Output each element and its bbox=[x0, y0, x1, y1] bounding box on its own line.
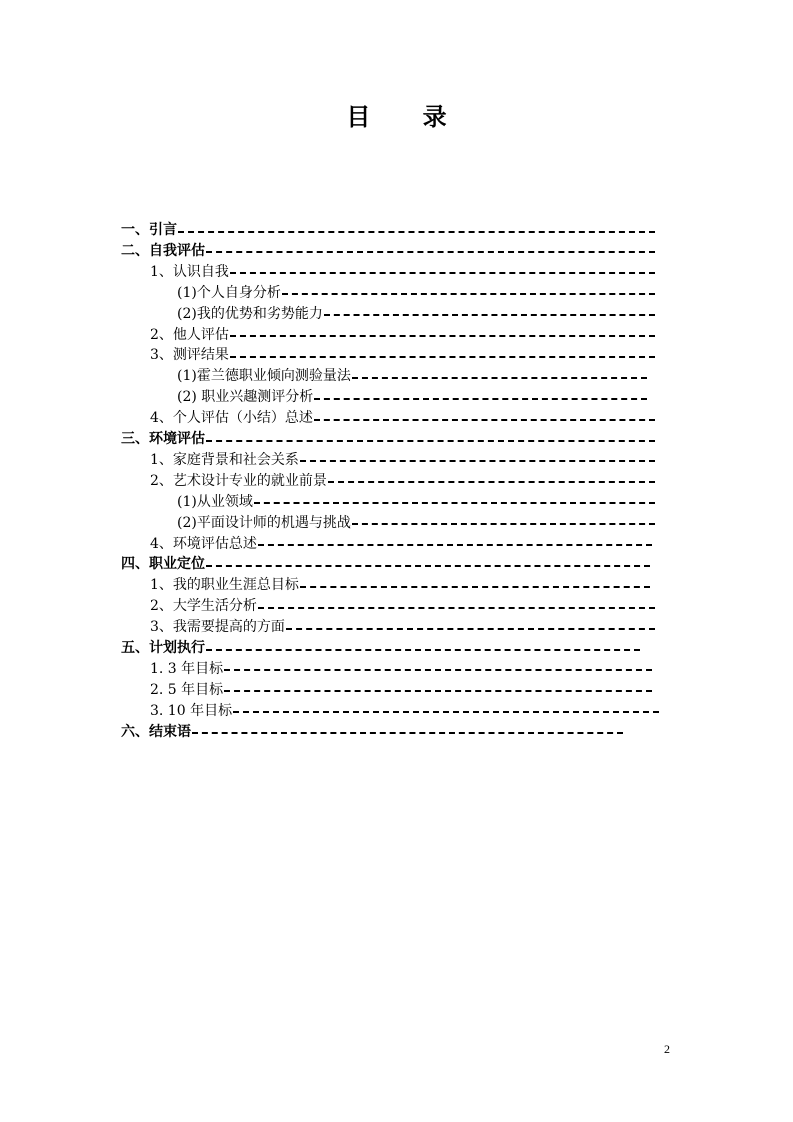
dot-leader bbox=[286, 628, 655, 630]
toc-entry[interactable] bbox=[121, 638, 640, 659]
toc-entry[interactable] bbox=[121, 429, 655, 450]
dot-leader bbox=[224, 690, 652, 692]
toc-entry[interactable] bbox=[150, 450, 655, 471]
dot-leader bbox=[206, 565, 650, 567]
toc-entry[interactable] bbox=[150, 701, 659, 722]
dot-leader bbox=[300, 460, 655, 462]
toc-entry-label: 四、职业定位 bbox=[121, 556, 205, 573]
toc-entry[interactable] bbox=[150, 325, 655, 346]
toc-entry-label: 2、大学生活分析 bbox=[150, 598, 257, 615]
toc-entry[interactable] bbox=[177, 283, 655, 304]
toc-entry[interactable] bbox=[150, 345, 655, 366]
toc-entry-label: 2. 5 年目标 bbox=[150, 681, 224, 698]
dot-leader bbox=[258, 544, 652, 546]
toc-entry-label: 2、他人评估 bbox=[150, 326, 229, 343]
dot-leader bbox=[352, 523, 655, 525]
dot-leader bbox=[324, 314, 655, 316]
toc-entry[interactable] bbox=[150, 471, 655, 492]
dot-leader bbox=[206, 649, 640, 651]
toc-entry[interactable] bbox=[150, 408, 655, 429]
dot-leader bbox=[352, 377, 647, 379]
dot-leader bbox=[224, 669, 652, 671]
toc-entry[interactable] bbox=[121, 722, 623, 743]
toc-entry[interactable] bbox=[150, 680, 652, 701]
toc-entry[interactable] bbox=[177, 366, 647, 387]
toc-entry[interactable] bbox=[177, 513, 655, 534]
toc-entry-label: 4、环境评估总述 bbox=[150, 535, 257, 552]
toc-entry-label: (1)霍兰德职业倾向测验量法 bbox=[177, 368, 351, 385]
dot-leader bbox=[254, 502, 655, 504]
toc-entry[interactable] bbox=[177, 304, 655, 325]
toc-entry[interactable] bbox=[150, 262, 655, 283]
toc-entry[interactable] bbox=[121, 241, 655, 262]
toc-entry[interactable] bbox=[150, 659, 652, 680]
toc-entry-label: 六、结束语 bbox=[121, 723, 191, 740]
toc-entry[interactable] bbox=[150, 534, 652, 555]
page-title: 目 录 bbox=[346, 103, 469, 131]
toc-entry-label: (2)平面设计师的机遇与挑战 bbox=[177, 514, 351, 531]
toc-entry-label: (1)个人自身分析 bbox=[177, 284, 281, 301]
toc-entry-label: 三、环境评估 bbox=[121, 431, 205, 447]
toc-entry-label: 1、我的职业生涯总目标 bbox=[150, 577, 299, 594]
dot-leader bbox=[233, 711, 659, 713]
toc-entry-label: 3、我需要提高的方面 bbox=[150, 619, 285, 636]
dot-leader bbox=[230, 272, 655, 274]
toc-entry[interactable] bbox=[150, 575, 650, 596]
dot-leader bbox=[230, 356, 655, 358]
dot-leader bbox=[206, 251, 655, 253]
toc-entry-label: (1)从业领域 bbox=[177, 493, 253, 510]
dot-leader bbox=[314, 398, 647, 400]
dot-leader bbox=[258, 607, 655, 609]
toc-entry-label: 1、家庭背景和社会关系 bbox=[150, 451, 299, 468]
toc-entry-label: 一、引言 bbox=[121, 222, 177, 238]
toc-entry[interactable] bbox=[150, 617, 655, 638]
dot-leader bbox=[178, 231, 655, 233]
toc-entry[interactable] bbox=[177, 387, 647, 408]
dot-leader bbox=[282, 293, 655, 295]
toc-entry-label: 4、个人评估（小结）总述 bbox=[150, 410, 313, 427]
toc-entry[interactable] bbox=[121, 554, 650, 575]
dot-leader bbox=[192, 732, 623, 734]
toc-entry-label: 3. 10 年目标 bbox=[150, 702, 233, 719]
toc-entry-label: 五、计划执行 bbox=[121, 640, 205, 656]
page-number: 2 bbox=[664, 1042, 670, 1056]
dot-leader bbox=[206, 440, 655, 442]
toc-entry-label: (2) 职业兴趣测评分析 bbox=[177, 389, 314, 406]
dot-leader bbox=[230, 335, 655, 337]
toc-entry-label: 1. 3 年目标 bbox=[150, 660, 224, 677]
toc-entry-label: 3、测评结果 bbox=[150, 347, 229, 364]
toc-entry[interactable] bbox=[177, 492, 655, 513]
toc-entry[interactable] bbox=[121, 220, 655, 241]
toc-entry[interactable] bbox=[150, 596, 655, 617]
dot-leader bbox=[300, 586, 650, 588]
toc-entry-label: 二、自我评估 bbox=[121, 242, 205, 259]
dot-leader bbox=[314, 419, 655, 421]
toc-entry-label: (2)我的优势和劣势能力 bbox=[177, 305, 323, 322]
toc-entry-label: 2、艺术设计专业的就业前景 bbox=[150, 472, 327, 489]
dot-leader bbox=[328, 481, 655, 483]
toc-entry-label: 1、认识自我 bbox=[150, 263, 229, 280]
